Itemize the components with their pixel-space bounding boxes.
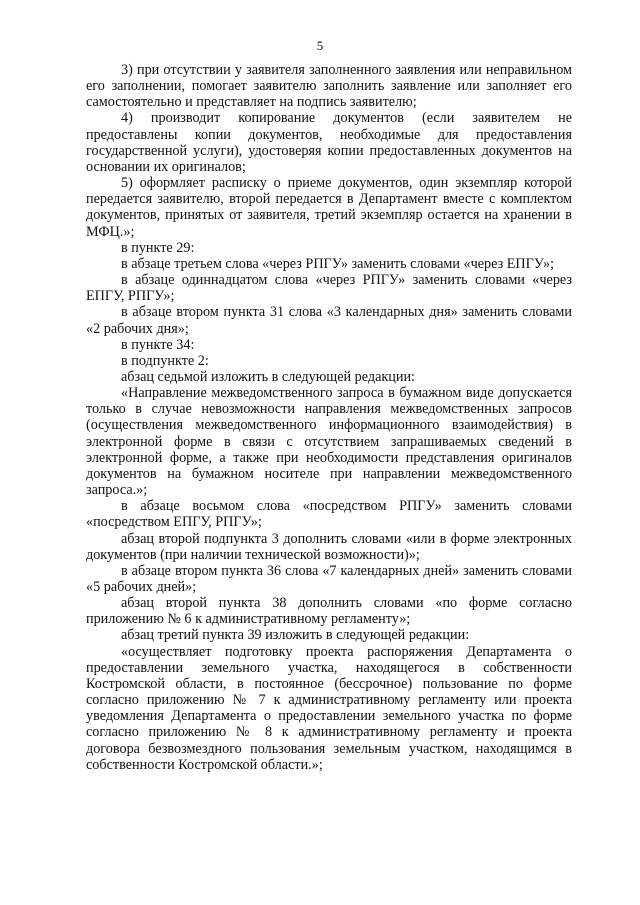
paragraph: абзац второй подпункта 3 дополнить словами «или в форме электронных документов (при наличии технической возможности)»; xyxy=(86,530,572,563)
paragraph: «осуществляет подготовку проекта распоряжения Департамента о предоставлении земельного участка, находящегося в собственности Костромской области, в постоянное (бессрочное) пользование по форме согласно приложению № 7 к административному регламенту или проекта уведомления Департамента о предоставлении земельного участка по форме согласно приложению № 8 к административному регламенту и проекта договора безвозмездного пользования земельным участком, находящимся в собственности Костромской области.»; xyxy=(86,643,572,773)
paragraph: 4) производит копирование документов (если заявителем не предоставлены копии документов, необходимые для предоставления государственной услуги), удостоверяя копии предоставленных документов на основании их оригиналов; xyxy=(86,110,572,175)
paragraph: 5) оформляет расписку о приеме документов, один экземпляр которой передается заявителю, второй передается в Департамент вместе с комплектом документов, принятых от заявителя, третий экземпляр остается на хранении в МФЦ.»; xyxy=(86,175,572,240)
paragraph: абзац седьмой изложить в следующей редакции: xyxy=(121,368,416,385)
paragraph: «Направление межведомственного запроса в бумажном виде допускается только в случае невозможности направления межведомственных запросов (осуществления межведомственного информационного взаимодействия) в электронной форме в связи с отсутствием запрашиваемых сведений в электронной форме, а также при необходимости представления оригиналов документов на бумажном носителе при направлении межведомственного запроса.»; xyxy=(86,385,572,499)
paragraph: в пункте 34: xyxy=(121,336,195,353)
paragraph: абзац второй пункта 38 дополнить словами «по форме согласно приложению № 6 к административному регламенту»; xyxy=(86,595,572,628)
paragraph: в абзаце одиннадцатом слова «через РПГУ» заменить словами «через ЕПГУ, РПГУ»; xyxy=(86,272,572,305)
paragraph: в абзаце втором пункта 36 слова «7 календарных дней» заменить словами «5 рабочих дней»; xyxy=(86,562,572,595)
paragraph: в абзаце втором пункта 31 слова «3 календарных дня» заменить словами «2 рабочих дня»; xyxy=(86,304,572,337)
document-body xyxy=(86,62,572,773)
paragraph: 3) при отсутствии у заявителя заполненного заявления или неправильном его заполнении, помогает заявителю заполнить заявление или заполняет его самостоятельно и представляет на подпись заявителю; xyxy=(86,62,572,111)
page-number: 5 xyxy=(316,38,324,53)
paragraph: в пункте 29: xyxy=(121,239,195,256)
paragraph: в абзаце третьем слова «через РПГУ» заменить словами «через ЕПГУ»; xyxy=(121,255,555,272)
paragraph: абзац третий пункта 39 изложить в следующей редакции: xyxy=(121,627,470,644)
paragraph: в подпункте 2: xyxy=(121,352,209,369)
paragraph: в абзаце восьмом слова «посредством РПГУ» заменить словами «посредством ЕПГУ, РПГУ»; xyxy=(86,498,572,531)
